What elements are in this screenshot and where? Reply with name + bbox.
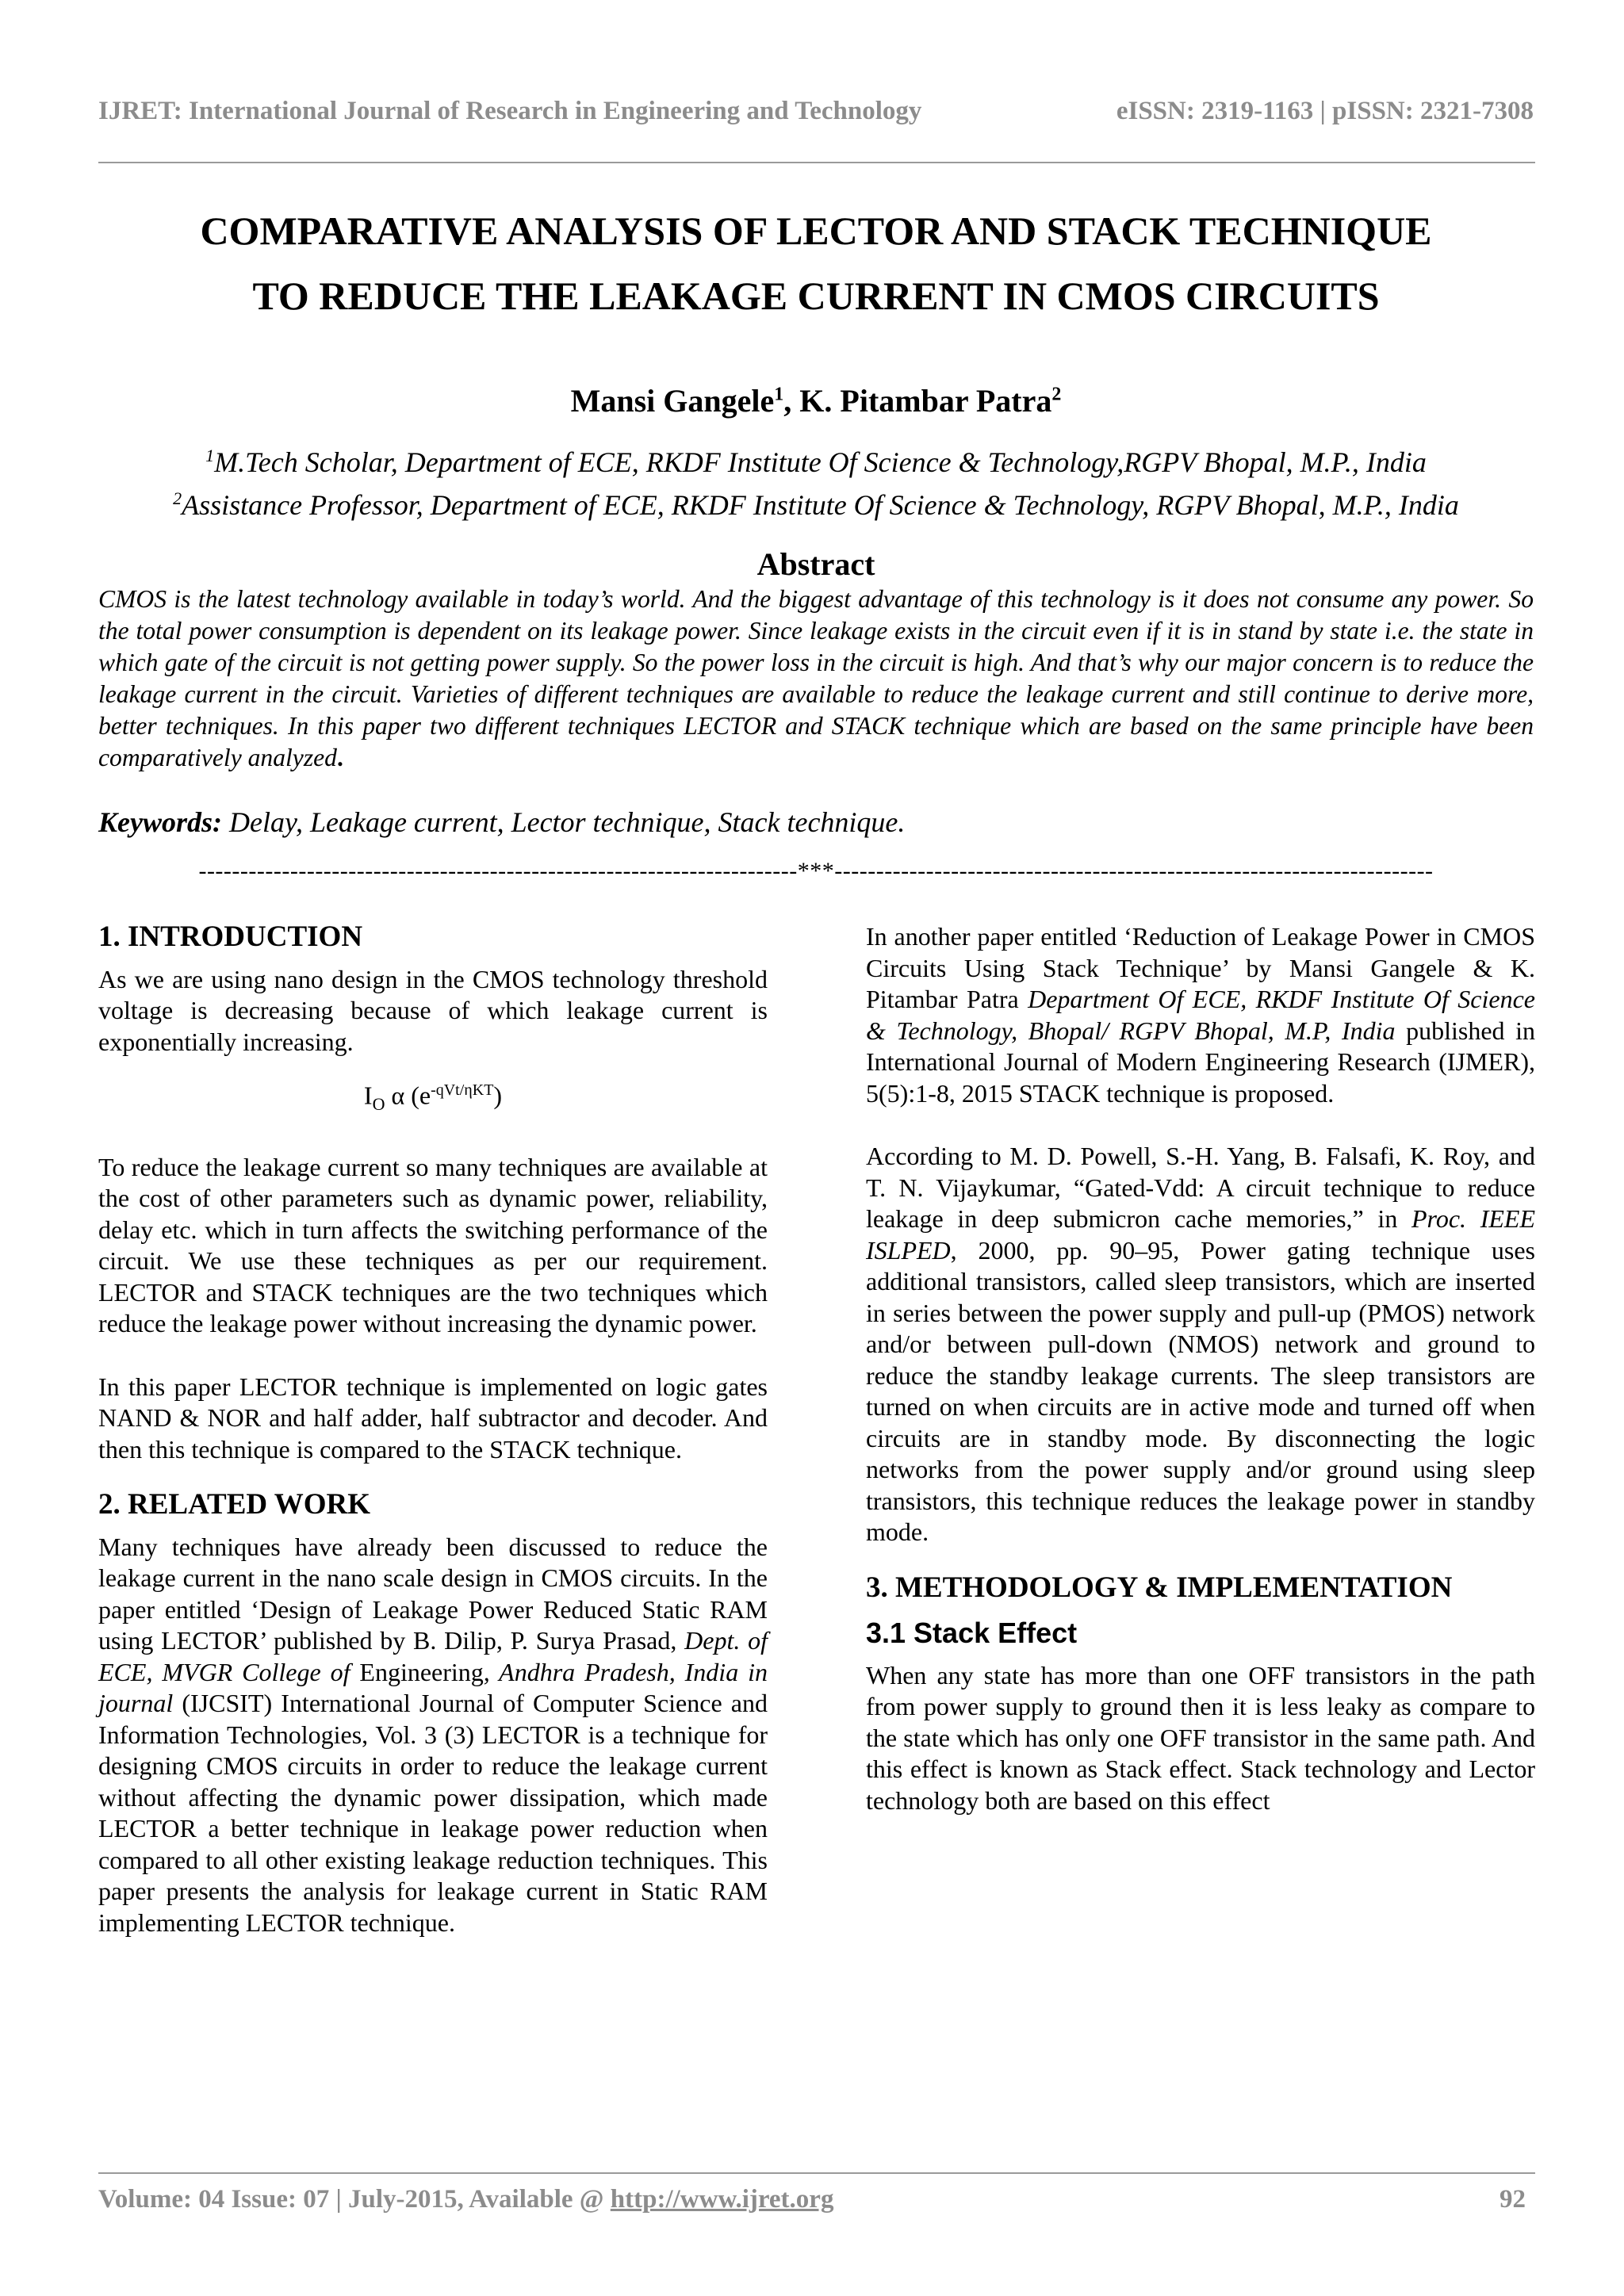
affiliations bbox=[98, 438, 1534, 523]
method-p1: When any state has more than one OFF transistors in the path from power supply to ground then it is less leaky as compare to the state which has only one OFF transistor in the same path. And this effect is known as Stack effect. Stack technology and Lector technology both are based on this effect bbox=[866, 1660, 1535, 1815]
running-header bbox=[98, 97, 1534, 128]
author-1: Mansi Gangele bbox=[570, 383, 775, 419]
abstract-end: . bbox=[336, 744, 343, 771]
related-p3-a: According to M. D. Powell, S.-H. Yang, B. Falsafi, K. Roy, and T. N. Vijaykumar, “Gated-Vdd: A circuit technique to reduce leakage in deep submicron cache memories,” in bbox=[866, 1142, 1535, 1233]
related-heading: 2. RELATED WORK bbox=[98, 1488, 370, 1521]
author-2: K. Pitambar Patra bbox=[799, 383, 1052, 419]
related-p2-a: In another paper entitled ‘Reduction of Leakage Power in CMOS Circuits Using Stack Technique’ by Mansi Gangele & K. Pitambar Patra bbox=[866, 922, 1535, 1013]
related-p1-italic: Dept. of ECE, MVGR College of bbox=[98, 1626, 768, 1686]
authors bbox=[98, 382, 1534, 419]
footer-volume-text: Volume: 04 Issue: 07 | July-2015, Available @ bbox=[98, 2185, 611, 2214]
affil-2: Assistance Professor, Department of ECE, RKDF Institute Of Science & Technology, RGPV Bhopal, M.P., India bbox=[182, 489, 1459, 521]
related-p3-c: , 2000, pp. 90–95, Power gating technique uses additional transistors, called sleep transistors, which are inserted in series between the power supply and pull-up (PMOS) network and/or between pull-down (NMOS) network and ground to reduce the standby leakage currents. The sleep transistors are turned on when circuits are in active mode and turned off when circuits are in standby mode. By disconnecting the logic networks from the power supply and/or ground using sleep transistors, this technique reduces the leakage power in standby mode. bbox=[866, 1235, 1535, 1546]
author-2-sup: 2 bbox=[1051, 384, 1062, 405]
keywords-label: Keywords: bbox=[98, 806, 222, 838]
issn: eISSN: 2319-1163 | pISSN: 2321-7308 bbox=[1116, 97, 1534, 125]
left-column bbox=[98, 921, 768, 1938]
method-heading: 3. METHODOLOGY & IMPLEMENTATION bbox=[866, 1571, 1453, 1604]
intro-p3: In this paper LECTOR technique is implemented on logic gates NAND & NOR and half adder, half subtractor and decoder. And then this technique is compared to the STACK technique. bbox=[98, 1372, 768, 1464]
related-p2-italic: Department Of ECE, RKDF Institute Of Science & Technology, Bhopal/ RGPV Bhopal, M.P, India bbox=[866, 985, 1536, 1045]
page-number: 92 bbox=[1500, 2185, 1526, 2214]
abstract-heading: Abstract bbox=[756, 546, 875, 582]
intro-heading: 1. INTRODUCTION bbox=[98, 920, 363, 953]
affil-1: M.Tech Scholar, Department of ECE, RKDF Institute Of Science & Technology,RGPV Bhopal, M.P., India bbox=[214, 446, 1427, 478]
abstract-text bbox=[98, 584, 1534, 774]
stack-effect-heading: 3.1 Stack Effect bbox=[866, 1617, 1078, 1649]
related-p3 bbox=[866, 1141, 1535, 1548]
keywords bbox=[98, 806, 1534, 839]
related-p1-c: (IJCSIT) International Journal of Computer Science and Information Technologies, Vol. 3 (3) LECTOR is a technique for designing CMOS circuits in order to reduce the leakage current without affecting the dynamic power dissipation, which made LECTOR a better technique in leakage power reduction when compared to all other existing leakage reduction techniques. This paper presents the analysis for leakage current in Static RAM implementing LECTOR technique. bbox=[98, 1689, 768, 1937]
formula-i: I bbox=[363, 1081, 373, 1110]
title-line-1: COMPARATIVE ANALYSIS OF LECTOR AND STACK TECHNIQUE bbox=[200, 209, 1432, 253]
related-p1-italic-2: , Andhra Pradesh, India in journal bbox=[98, 1657, 768, 1718]
leakage-formula bbox=[98, 1075, 768, 1120]
header-rule bbox=[98, 162, 1535, 163]
formula-end: ) bbox=[493, 1081, 503, 1110]
affil-2-sup: 2 bbox=[173, 488, 182, 508]
related-p1 bbox=[98, 1532, 768, 1939]
intro-p2: To reduce the leakage current so many techniques are available at the cost of other parameters such as dynamic power, reliability, delay etc. which in turn affects the switching performance of the circuit. We use these techniques as per our requirement. LECTOR and STACK techniques are the two techniques which reduce the leakage power without increasing the dynamic power. bbox=[98, 1152, 768, 1338]
formula-sup: -qVt/ηKT bbox=[431, 1081, 494, 1099]
formula-mid: α (e bbox=[385, 1081, 431, 1110]
journal-name: IJRET: International Journal of Research in Engineering and Technology bbox=[98, 97, 922, 125]
related-p1-a: Many techniques have already been discussed to reduce the leakage current in the nano scale design in CMOS circuits. In the paper entitled ‘Design of Leakage Power Reduced Static RAM using LECTOR’ published by B. Dilip, P. Surya Prasad, bbox=[98, 1532, 768, 1655]
affil-1-sup: 1 bbox=[205, 446, 215, 465]
journal-link[interactable]: http://www.ijret.org bbox=[610, 2185, 834, 2214]
paper-title bbox=[98, 198, 1534, 328]
right-column bbox=[866, 921, 1535, 1816]
related-p2 bbox=[866, 921, 1535, 1109]
section-separator: ------------------------------------------------------------------------***------------------------------------------------------------------------ bbox=[198, 858, 1434, 884]
abstract-body: CMOS is the latest technology available in today’s world. And the biggest advantage of this technology is it does not consume any power. So the total power consumption is dependent on its leakage power. Since leakage exists in the circuit even if it is in stand by state i.e. the state in which gate of the circuit is not getting power supply. So the power loss in the circuit is high. And that’s why our major concern is to reduce the leakage current in the circuit. Varieties of different techniques are available to reduce the leakage current and still continue to derive more, better techniques. In this paper two different techniques LECTOR and STACK technique which are based on the same principle have been comparatively analyzed bbox=[98, 585, 1534, 771]
intro-p1: As we are using nano design in the CMOS technology threshold voltage is decreasing because of which leakage current is exponentially increasing. bbox=[98, 964, 768, 1056]
author-separator: , bbox=[783, 383, 800, 419]
author-1-sup: 1 bbox=[774, 384, 784, 405]
formula-sub: O bbox=[372, 1094, 385, 1115]
footer-rule bbox=[98, 2172, 1535, 2174]
related-p3-italic: Proc. IEEE ISLPED bbox=[866, 1204, 1535, 1265]
footer-volume bbox=[98, 2185, 833, 2214]
related-p2-c: published in International Journal of Modern Engineering Research (IJMER), 5(5):1-8, 2015 STACK technique is proposed. bbox=[866, 1016, 1535, 1108]
title-line-2: TO REDUCE THE LEAKAGE CURRENT IN CMOS CIRCUITS bbox=[252, 274, 1380, 318]
related-p1-b: Engineering bbox=[359, 1657, 484, 1686]
keywords-list: Delay, Leakage current, Lector technique, Stack technique. bbox=[222, 806, 906, 838]
